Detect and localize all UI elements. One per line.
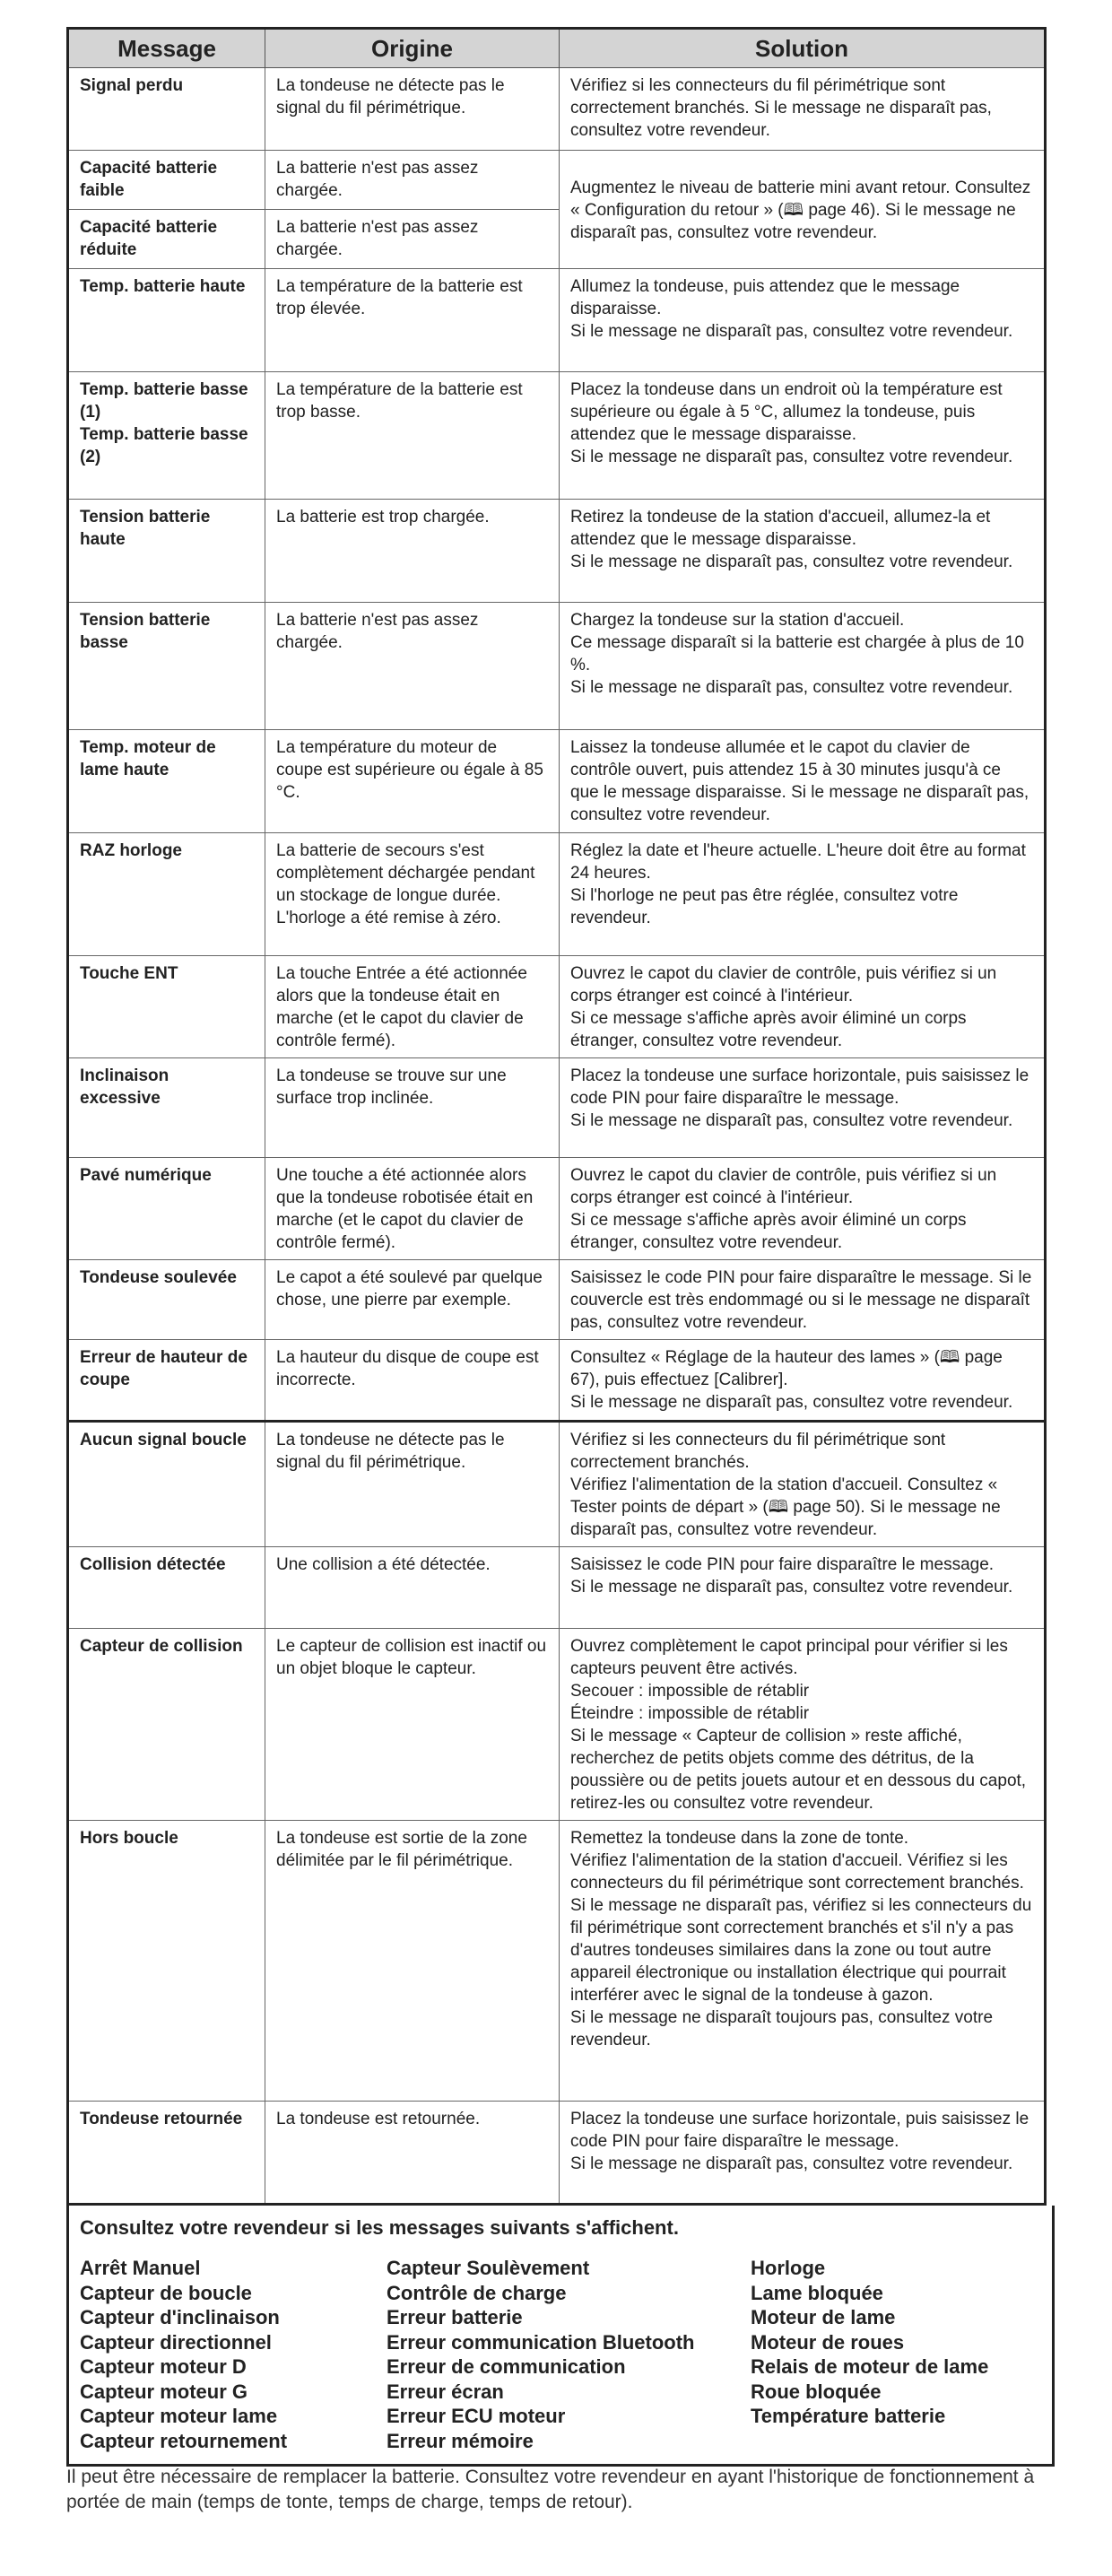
message-name: Capacité batterie réduite xyxy=(80,218,218,259)
table-row xyxy=(68,1629,1046,1821)
contact-message-item: Relais de moteur de lame xyxy=(751,2355,989,2378)
message-cell xyxy=(68,68,265,151)
header-message: Message xyxy=(68,29,265,68)
solution-line: Si le message ne disparaît pas, consultez votre revendeur. xyxy=(570,322,1013,341)
origine-cell: La tondeuse se trouve sur une surface trop inclinée. xyxy=(265,1058,560,1158)
header-origine: Origine xyxy=(265,29,560,68)
message-name: Aucun signal boucle xyxy=(80,1431,247,1449)
solution-line: Vérifiez si les connecteurs du fil périmétrique sont correctement branchés. xyxy=(570,1431,946,1472)
message-name: Pavé numérique xyxy=(80,1166,212,1185)
solution-line: Ce message disparaît si la batterie est chargée à plus de 10 %. xyxy=(570,633,1024,674)
solution-line: Placez la tondeuse une surface horizontale, puis saisissez le code PIN pour faire disparaître le message. xyxy=(570,2110,1029,2151)
solution-line: Ouvrez le capot du clavier de contrôle, puis vérifiez si un corps étranger est coincé à l'intérieur. xyxy=(570,1166,997,1207)
message-cell xyxy=(68,1547,265,1629)
contact-message-item: Moteur de roues xyxy=(751,2330,905,2354)
origine-cell: La touche Entrée a été actionnée alors que la tondeuse était en marche (et le capot du clavier de contrôle fermé). xyxy=(265,956,560,1058)
solution-cell xyxy=(560,1821,1046,2102)
message-name: Tondeuse soulevée xyxy=(80,1268,237,1287)
solution-line: Si le message ne disparaît pas, consultez votre revendeur. xyxy=(570,1393,1013,1412)
solution-line: Réglez la date et l'heure actuelle. L'heure doit être au format 24 heures. xyxy=(570,841,1026,883)
contact-message-item: Moteur de lame xyxy=(751,2306,896,2328)
contact-message-item: Erreur mémoire xyxy=(387,2429,534,2452)
solution-cell xyxy=(560,2102,1046,2205)
error-message-table xyxy=(66,27,1047,2206)
solution-line: Si ce message s'affiche après avoir éliminé un corps étranger, consultez votre revendeur. xyxy=(570,1009,967,1050)
solution-line: Si le message ne disparaît pas, consultez votre revendeur. xyxy=(570,678,1013,697)
contact-dealer-box xyxy=(66,2206,1055,2467)
contact-column-1 xyxy=(80,2256,387,2453)
origine-cell: La tondeuse ne détecte pas le signal du fil périmétrique. xyxy=(265,68,560,151)
message-name: Inclinaison excessive xyxy=(80,1066,169,1108)
table-row xyxy=(68,151,1046,210)
origine-cell: La batterie n'est pas assez chargée. xyxy=(265,210,560,269)
solution-line: Chargez la tondeuse sur la station d'accueil. xyxy=(570,611,905,630)
solution-cell xyxy=(560,151,1046,269)
origine-cell: Une collision a été détectée. xyxy=(265,1547,560,1629)
solution-line: Si le message ne disparaît pas, consultez votre revendeur. xyxy=(570,1578,1013,1597)
contact-message-item: Arrêt Manuel xyxy=(80,2257,201,2279)
solution-line: Saisissez le code PIN pour faire disparaître le message. xyxy=(570,1555,995,1574)
message-name: Signal perdu xyxy=(80,76,184,95)
solution-cell xyxy=(560,1422,1046,1547)
contact-message-item: Erreur écran xyxy=(387,2380,504,2403)
message-name: RAZ horloge xyxy=(80,841,182,860)
origine-cell: La tondeuse ne détecte pas le signal du fil périmétrique. xyxy=(265,1422,560,1547)
origine-cell: La batterie de secours s'est complètement déchargée pendant un stockage de longue durée. L'horloge a été remise à zéro. xyxy=(265,833,560,956)
solution-line: Si le message ne disparaît pas, consultez votre revendeur. xyxy=(570,553,1013,571)
table-row xyxy=(68,500,1046,603)
contact-message-list xyxy=(80,2256,1052,2453)
solution-line: Placez la tondeuse dans un endroit où la température est supérieure ou égale à 5 °C, allumez la tondeuse, puis attendez que le message disparaisse. xyxy=(570,380,1003,444)
solution-cell xyxy=(560,1547,1046,1629)
message-cell xyxy=(68,151,265,210)
solution-line: Si le message « Capteur de collision » reste affiché, recherchez de petits objets comme des détritus, de la poussière ou de petits jouets autour et en dessous du capot, retirez-les ou consultez votre revendeur. xyxy=(570,1727,1027,1813)
contact-message-item: Capteur moteur lame xyxy=(80,2405,278,2427)
message-name: Temp. batterie basse (1) xyxy=(80,380,248,422)
solution-line: Vérifiez si les connecteurs du fil périmétrique sont correctement branchés. Si le message ne disparaît pas, consultez votre revendeur. xyxy=(570,76,992,140)
contact-message-item: Capteur d'inclinaison xyxy=(80,2306,280,2328)
table-row xyxy=(68,956,1046,1058)
solution-line: Si le message ne disparaît toujours pas, consultez votre revendeur. xyxy=(570,2008,994,2049)
message-name: Temp. batterie haute xyxy=(80,277,246,296)
solution-cell xyxy=(560,1158,1046,1260)
message-cell xyxy=(68,269,265,372)
troubleshooting-document xyxy=(66,27,1044,2467)
table-row xyxy=(68,1340,1046,1422)
origine-cell: La tondeuse est sortie de la zone délimitée par le fil périmétrique. xyxy=(265,1821,560,2102)
solution-line: Augmentez le niveau de batterie mini avant retour. Consultez « Configuration du retour » (🕮 page 46). Si le message ne disparaît pas, consultez votre revendeur. xyxy=(570,178,1031,242)
message-cell xyxy=(68,500,265,603)
solution-line: Si l'horloge ne peut pas être réglée, consultez votre revendeur. xyxy=(570,886,959,927)
solution-cell xyxy=(560,1058,1046,1158)
origine-cell: Le capteur de collision est inactif ou un objet bloque le capteur. xyxy=(265,1629,560,1821)
solution-cell xyxy=(560,730,1046,833)
message-name: Erreur de hauteur de coupe xyxy=(80,1348,248,1389)
contact-message-item: Horloge xyxy=(751,2257,826,2279)
contact-column-3 xyxy=(751,2256,1038,2453)
message-cell xyxy=(68,730,265,833)
message-cell xyxy=(68,1158,265,1260)
solution-line: Éteindre : impossible de rétablir xyxy=(570,1704,810,1723)
origine-cell: Le capot a été soulevé par quelque chose, une pierre par exemple. xyxy=(265,1260,560,1340)
table-row xyxy=(68,603,1046,730)
origine-cell: La batterie est trop chargée. xyxy=(265,500,560,603)
table-row xyxy=(68,1821,1046,2102)
message-cell xyxy=(68,603,265,730)
solution-line: Si le message ne disparaît pas, vérifiez si les connecteurs du fil périmétrique sont correctement branchés et s'il n'y a pas d'autres tondeuses similaires dans la zone ou tout autre appareil électronique ou installation électrique qui pourrait interférer avec le signal de la tondeuse à gazon. xyxy=(570,1896,1032,2005)
contact-message-item: Erreur de communication xyxy=(387,2355,626,2378)
origine-cell: La température de la batterie est trop élevée. xyxy=(265,269,560,372)
solution-cell xyxy=(560,1629,1046,1821)
contact-message-item: Roue bloquée xyxy=(751,2380,882,2403)
table-row xyxy=(68,68,1046,151)
table-row xyxy=(68,2102,1046,2205)
message-name: Capteur de collision xyxy=(80,1637,243,1656)
solution-cell xyxy=(560,1340,1046,1422)
contact-message-item: Erreur batterie xyxy=(387,2306,523,2328)
solution-line: Placez la tondeuse une surface horizontale, puis saisissez le code PIN pour faire disparaître le message. xyxy=(570,1066,1029,1108)
contact-message-item: Capteur directionnel xyxy=(80,2330,272,2354)
solution-cell xyxy=(560,500,1046,603)
solution-cell xyxy=(560,833,1046,956)
message-name: Tension batterie haute xyxy=(80,508,211,549)
table-row xyxy=(68,1547,1046,1629)
solution-cell xyxy=(560,603,1046,730)
table-row xyxy=(68,1260,1046,1340)
table-row xyxy=(68,833,1046,956)
contact-message-item: Erreur communication Bluetooth xyxy=(387,2330,695,2354)
message-cell xyxy=(68,1260,265,1340)
table-body xyxy=(68,68,1046,2205)
header-solution: Solution xyxy=(560,29,1046,68)
solution-cell xyxy=(560,1260,1046,1340)
solution-line: Vérifiez l'alimentation de la station d'accueil. Consultez « Tester points de départ » (🕮 page 50). Si le message ne disparaît pas, consultez votre revendeur. xyxy=(570,1475,1001,1539)
message-name: Tension batterie basse xyxy=(80,611,211,652)
message-cell xyxy=(68,833,265,956)
solution-cell xyxy=(560,372,1046,500)
solution-line: Vérifiez l'alimentation de la station d'accueil. Vérifiez si les connecteurs du fil périmétrique sont correctement branchés. xyxy=(570,1851,1024,1893)
message-name: Temp. batterie basse (2) xyxy=(80,425,248,466)
contact-message-item: Capteur moteur D xyxy=(80,2355,247,2378)
solution-line: Secouer : impossible de rétablir xyxy=(570,1682,810,1701)
contact-column-2 xyxy=(387,2256,751,2453)
message-cell xyxy=(68,956,265,1058)
origine-cell: La tondeuse est retournée. xyxy=(265,2102,560,2205)
origine-cell: La température de la batterie est trop basse. xyxy=(265,372,560,500)
solution-line: Retirez la tondeuse de la station d'accueil, allumez-la et attendez que le message disparaisse. xyxy=(570,508,991,549)
solution-line: Saisissez le code PIN pour faire disparaître le message. Si le couvercle est très endommagé ou si le message ne disparaît pas, consultez votre revendeur. xyxy=(570,1268,1032,1332)
contact-message-item: Contrôle de charge xyxy=(387,2281,567,2304)
contact-message-item: Capteur retournement xyxy=(80,2429,288,2452)
solution-cell xyxy=(560,956,1046,1058)
message-cell xyxy=(68,2102,265,2205)
message-cell xyxy=(68,1058,265,1158)
solution-line: Allumez la tondeuse, puis attendez que le message disparaisse. xyxy=(570,277,960,318)
table-row xyxy=(68,1422,1046,1547)
solution-line: Si le message ne disparaît pas, consultez votre revendeur. xyxy=(570,2154,1013,2173)
table-row xyxy=(68,372,1046,500)
message-cell xyxy=(68,1629,265,1821)
contact-dealer-title: Consultez votre revendeur si les messages suivants s'affichent. xyxy=(80,2216,679,2239)
contact-message-item: Lame bloquée xyxy=(751,2281,883,2304)
solution-line: Consultez « Réglage de la hauteur des lames » (🕮 page 67), puis effectuez [Calibrer]. xyxy=(570,1348,1003,1389)
table-row xyxy=(68,1058,1046,1158)
origine-cell: La température du moteur de coupe est supérieure ou égale à 85 °C. xyxy=(265,730,560,833)
table-row xyxy=(68,269,1046,372)
solution-line: Ouvrez complètement le capot principal pour vérifier si les capteurs peuvent être activés. xyxy=(570,1637,1008,1678)
solution-line: Si le message ne disparaît pas, consultez votre revendeur. xyxy=(570,448,1013,466)
contact-message-item: Capteur Soulèvement xyxy=(387,2257,590,2279)
message-name: Temp. moteur de lame haute xyxy=(80,738,216,779)
solution-cell xyxy=(560,68,1046,151)
table-header-row xyxy=(68,29,1046,68)
message-name: Capacité batterie faible xyxy=(80,159,218,200)
table-row xyxy=(68,1158,1046,1260)
solution-line: Si ce message s'affiche après avoir éliminé un corps étranger, consultez votre revendeur. xyxy=(570,1211,967,1252)
solution-line: Si le message ne disparaît pas, consultez votre revendeur. xyxy=(570,1111,1013,1130)
message-cell xyxy=(68,1821,265,2102)
battery-footnote: Il peut être nécessaire de remplacer la batterie. Consultez votre revendeur en ayant l'historique de fonctionnement à portée de main (temps de tonte, temps de charge, temps de retour). xyxy=(66,2467,1035,2512)
solution-cell xyxy=(560,269,1046,372)
solution-line: Ouvrez le capot du clavier de contrôle, puis vérifiez si un corps étranger est coincé à l'intérieur. xyxy=(570,964,997,1005)
message-cell xyxy=(68,1340,265,1422)
origine-cell: La hauteur du disque de coupe est incorrecte. xyxy=(265,1340,560,1422)
contact-message-item: Température batterie xyxy=(751,2405,946,2427)
message-name: Collision détectée xyxy=(80,1555,226,1574)
contact-message-item: Erreur ECU moteur xyxy=(387,2405,566,2427)
origine-cell: Une touche a été actionnée alors que la tondeuse robotisée était en marche (et le capot du clavier de contrôle fermé). xyxy=(265,1158,560,1260)
solution-line: Laissez la tondeuse allumée et le capot du clavier de contrôle ouvert, puis attendez 15 à 30 minutes jusqu'à ce que le message disparaisse. Si le message ne disparaît pas, consultez votre revendeur. xyxy=(570,738,1029,824)
contact-message-item: Capteur moteur G xyxy=(80,2380,248,2403)
message-name: Touche ENT xyxy=(80,964,178,983)
origine-cell: La batterie n'est pas assez chargée. xyxy=(265,151,560,210)
message-name: Tondeuse retournée xyxy=(80,2110,243,2128)
message-cell xyxy=(68,1422,265,1547)
origine-cell: La batterie n'est pas assez chargée. xyxy=(265,603,560,730)
message-cell xyxy=(68,372,265,500)
solution-line: Remettez la tondeuse dans la zone de tonte. xyxy=(570,1829,909,1848)
table-row xyxy=(68,730,1046,833)
message-name: Hors boucle xyxy=(80,1829,178,1848)
message-cell xyxy=(68,210,265,269)
contact-message-item: Capteur de boucle xyxy=(80,2281,252,2304)
